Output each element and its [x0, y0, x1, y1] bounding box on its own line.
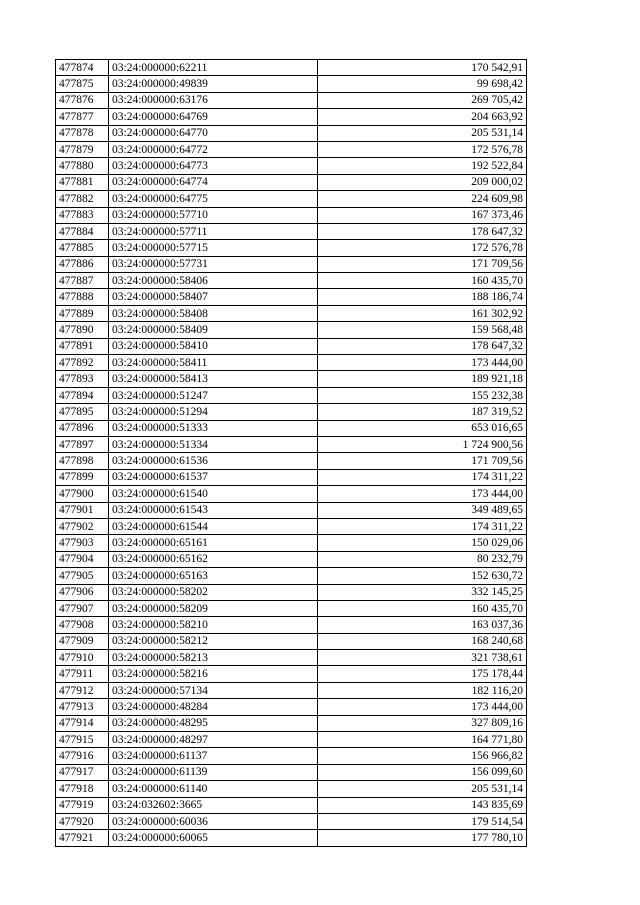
cadastral-number: 03:24:000000:49839 [109, 76, 318, 92]
cadastral-number: 03:24:000000:58213 [109, 650, 318, 666]
row-number: 477905 [56, 568, 109, 584]
cadastral-number: 03:24:000000:61140 [109, 781, 318, 797]
cadastral-number: 03:24:000000:48297 [109, 732, 318, 748]
row-number: 477884 [56, 223, 109, 239]
cadastral-number: 03:24:000000:58408 [109, 305, 318, 321]
cadastral-value: 192 522,84 [318, 158, 527, 174]
cadastral-number: 03:24:000000:57715 [109, 240, 318, 256]
cadastral-number: 03:24:000000:64773 [109, 158, 318, 174]
row-number: 477913 [56, 699, 109, 715]
cadastral-number: 03:24:000000:61544 [109, 518, 318, 534]
cadastral-value: 152 630,72 [318, 568, 527, 584]
table-row [56, 109, 527, 125]
cadastral-number: 03:24:000000:58407 [109, 289, 318, 305]
cadastral-number: 03:24:000000:58413 [109, 371, 318, 387]
cadastral-value: 143 835,69 [318, 797, 527, 813]
row-number: 477908 [56, 617, 109, 633]
cadastral-number: 03:24:000000:64775 [109, 191, 318, 207]
table-row [56, 633, 527, 649]
row-number: 477888 [56, 289, 109, 305]
table-row [56, 92, 527, 108]
row-number: 477890 [56, 322, 109, 338]
table-row [56, 699, 527, 715]
table-row [56, 502, 527, 518]
cadastral-value: 156 966,82 [318, 748, 527, 764]
cadastral-value: 80 232,79 [318, 551, 527, 567]
row-number: 477898 [56, 453, 109, 469]
cadastral-value: 327 809,16 [318, 715, 527, 731]
table-row [56, 273, 527, 289]
table-row [56, 797, 527, 813]
cadastral-value: 332 145,25 [318, 584, 527, 600]
cadastral-value: 175 178,44 [318, 666, 527, 682]
table-row [56, 76, 527, 92]
row-number: 477894 [56, 387, 109, 403]
table-row [56, 305, 527, 321]
row-number: 477889 [56, 305, 109, 321]
table-row [56, 584, 527, 600]
cadastral-number: 03:24:000000:58411 [109, 355, 318, 371]
cadastral-value: 178 647,32 [318, 338, 527, 354]
cadastral-value: 156 099,60 [318, 764, 527, 780]
row-number: 477895 [56, 404, 109, 420]
row-number: 477881 [56, 174, 109, 190]
cadastral-number: 03:24:000000:57710 [109, 207, 318, 223]
cadastral-value: 164 771,80 [318, 732, 527, 748]
table-row [56, 420, 527, 436]
cadastral-number: 03:24:000000:51247 [109, 387, 318, 403]
table-row [56, 125, 527, 141]
row-number: 477885 [56, 240, 109, 256]
cadastral-number: 03:24:000000:60065 [109, 830, 318, 846]
cadastral-number: 03:24:000000:58406 [109, 273, 318, 289]
row-number: 477914 [56, 715, 109, 731]
row-number: 477891 [56, 338, 109, 354]
cadastral-value: 150 029,06 [318, 535, 527, 551]
cadastral-number: 03:24:000000:57134 [109, 682, 318, 698]
cadastral-number: 03:24:000000:65163 [109, 568, 318, 584]
table-body [56, 60, 527, 847]
table-row [56, 371, 527, 387]
table-row [56, 355, 527, 371]
cadastral-value: 205 531,14 [318, 781, 527, 797]
cadastral-number: 03:24:000000:61537 [109, 469, 318, 485]
table-row [56, 748, 527, 764]
row-number: 477902 [56, 518, 109, 534]
row-number: 477879 [56, 141, 109, 157]
table-row [56, 158, 527, 174]
table-row [56, 141, 527, 157]
row-number: 477920 [56, 813, 109, 829]
cadastral-value: 178 647,32 [318, 223, 527, 239]
cadastral-number: 03:24:000000:61536 [109, 453, 318, 469]
cadastral-value: 182 116,20 [318, 682, 527, 698]
table-row [56, 830, 527, 846]
table-row [56, 191, 527, 207]
cadastral-value: 1 724 900,56 [318, 436, 527, 452]
row-number: 477912 [56, 682, 109, 698]
cadastral-number: 03:24:000000:64774 [109, 174, 318, 190]
row-number: 477911 [56, 666, 109, 682]
table-row [56, 486, 527, 502]
table-row [56, 469, 527, 485]
cadastral-value: 161 302,92 [318, 305, 527, 321]
cadastral-number: 03:24:000000:58209 [109, 600, 318, 616]
table-row [56, 764, 527, 780]
cadastral-value: 160 435,70 [318, 273, 527, 289]
row-number: 477916 [56, 748, 109, 764]
row-number: 477896 [56, 420, 109, 436]
row-number: 477899 [56, 469, 109, 485]
row-number: 477886 [56, 256, 109, 272]
cadastral-number: 03:24:000000:48295 [109, 715, 318, 731]
cadastral-value: 171 709,56 [318, 256, 527, 272]
table-row [56, 322, 527, 338]
cadastral-value: 205 531,14 [318, 125, 527, 141]
cadastral-number: 03:24:000000:57711 [109, 223, 318, 239]
cadastral-value-table [55, 59, 527, 847]
table-row [56, 813, 527, 829]
row-number: 477910 [56, 650, 109, 666]
cadastral-value: 163 037,36 [318, 617, 527, 633]
cadastral-value: 173 444,00 [318, 699, 527, 715]
cadastral-number: 03:24:000000:60036 [109, 813, 318, 829]
cadastral-number: 03:24:000000:58210 [109, 617, 318, 633]
cadastral-value: 189 921,18 [318, 371, 527, 387]
cadastral-number: 03:24:000000:62211 [109, 60, 318, 76]
table-row [56, 60, 527, 76]
cadastral-value: 167 373,46 [318, 207, 527, 223]
cadastral-number: 03:24:000000:64770 [109, 125, 318, 141]
table-row [56, 535, 527, 551]
cadastral-number: 03:24:000000:64772 [109, 141, 318, 157]
row-number: 477874 [56, 60, 109, 76]
table-row [56, 666, 527, 682]
row-number: 477921 [56, 830, 109, 846]
cadastral-value: 170 542,91 [318, 60, 527, 76]
cadastral-number: 03:24:000000:65162 [109, 551, 318, 567]
table-row [56, 600, 527, 616]
cadastral-number: 03:24:000000:51294 [109, 404, 318, 420]
cadastral-value: 188 186,74 [318, 289, 527, 305]
table-row [56, 223, 527, 239]
cadastral-number: 03:24:000000:63176 [109, 92, 318, 108]
row-number: 477919 [56, 797, 109, 813]
row-number: 477892 [56, 355, 109, 371]
table-row [56, 715, 527, 731]
table-row [56, 207, 527, 223]
row-number: 477877 [56, 109, 109, 125]
cadastral-value: 173 444,00 [318, 355, 527, 371]
cadastral-number: 03:24:000000:61543 [109, 502, 318, 518]
cadastral-value: 160 435,70 [318, 600, 527, 616]
cadastral-number: 03:24:032602:3665 [109, 797, 318, 813]
row-number: 477900 [56, 486, 109, 502]
cadastral-value: 159 568,48 [318, 322, 527, 338]
table-row [56, 436, 527, 452]
cadastral-value: 177 780,10 [318, 830, 527, 846]
cadastral-value: 209 000,02 [318, 174, 527, 190]
row-number: 477887 [56, 273, 109, 289]
cadastral-number: 03:24:000000:61540 [109, 486, 318, 502]
cadastral-value: 99 698,42 [318, 76, 527, 92]
cadastral-number: 03:24:000000:65161 [109, 535, 318, 551]
table-row [56, 404, 527, 420]
cadastral-number: 03:24:000000:58212 [109, 633, 318, 649]
row-number: 477893 [56, 371, 109, 387]
row-number: 477901 [56, 502, 109, 518]
row-number: 477878 [56, 125, 109, 141]
cadastral-number: 03:24:000000:51333 [109, 420, 318, 436]
table-row [56, 617, 527, 633]
cadastral-number: 03:24:000000:58409 [109, 322, 318, 338]
row-number: 477875 [56, 76, 109, 92]
table-row [56, 781, 527, 797]
cadastral-number: 03:24:000000:58202 [109, 584, 318, 600]
cadastral-value: 179 514,54 [318, 813, 527, 829]
cadastral-value: 269 705,42 [318, 92, 527, 108]
cadastral-value: 174 311,22 [318, 518, 527, 534]
row-number: 477909 [56, 633, 109, 649]
table-row [56, 453, 527, 469]
table-row [56, 256, 527, 272]
table-row [56, 240, 527, 256]
cadastral-value: 172 576,78 [318, 141, 527, 157]
cadastral-value: 653 016,65 [318, 420, 527, 436]
table-row [56, 338, 527, 354]
cadastral-value: 187 319,52 [318, 404, 527, 420]
cadastral-value: 168 240,68 [318, 633, 527, 649]
row-number: 477907 [56, 600, 109, 616]
table-row [56, 518, 527, 534]
cadastral-number: 03:24:000000:51334 [109, 436, 318, 452]
table-row [56, 387, 527, 403]
table-row [56, 682, 527, 698]
row-number: 477904 [56, 551, 109, 567]
cadastral-number: 03:24:000000:58410 [109, 338, 318, 354]
row-number: 477876 [56, 92, 109, 108]
table-row [56, 732, 527, 748]
row-number: 477883 [56, 207, 109, 223]
cadastral-value: 155 232,38 [318, 387, 527, 403]
row-number: 477882 [56, 191, 109, 207]
row-number: 477880 [56, 158, 109, 174]
cadastral-number: 03:24:000000:57731 [109, 256, 318, 272]
cadastral-value: 349 489,65 [318, 502, 527, 518]
cadastral-number: 03:24:000000:64769 [109, 109, 318, 125]
row-number: 477915 [56, 732, 109, 748]
cadastral-number: 03:24:000000:48284 [109, 699, 318, 715]
table-row [56, 174, 527, 190]
cadastral-value: 224 609,98 [318, 191, 527, 207]
cadastral-value: 173 444,00 [318, 486, 527, 502]
cadastral-value: 172 576,78 [318, 240, 527, 256]
row-number: 477917 [56, 764, 109, 780]
row-number: 477903 [56, 535, 109, 551]
cadastral-value: 174 311,22 [318, 469, 527, 485]
row-number: 477897 [56, 436, 109, 452]
cadastral-value: 204 663,92 [318, 109, 527, 125]
row-number: 477906 [56, 584, 109, 600]
cadastral-value: 321 738,61 [318, 650, 527, 666]
table-row [56, 568, 527, 584]
cadastral-value: 171 709,56 [318, 453, 527, 469]
row-number: 477918 [56, 781, 109, 797]
table-row [56, 551, 527, 567]
table-row [56, 289, 527, 305]
cadastral-number: 03:24:000000:61139 [109, 764, 318, 780]
table-row [56, 650, 527, 666]
cadastral-number: 03:24:000000:58216 [109, 666, 318, 682]
cadastral-number: 03:24:000000:61137 [109, 748, 318, 764]
